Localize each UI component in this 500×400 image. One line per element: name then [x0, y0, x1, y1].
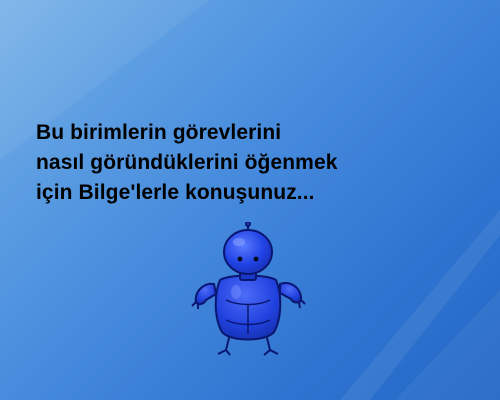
tutorial-message: [36, 118, 476, 208]
message-line-1: Bu birimlerin görevlerini: [36, 121, 282, 144]
blue-robot-sage-icon: [186, 222, 308, 358]
message-line-3: için Bilge'lerle konuşunuz...: [36, 181, 315, 204]
message-line-2: nasıl göründüklerini öğenmek: [36, 151, 338, 174]
